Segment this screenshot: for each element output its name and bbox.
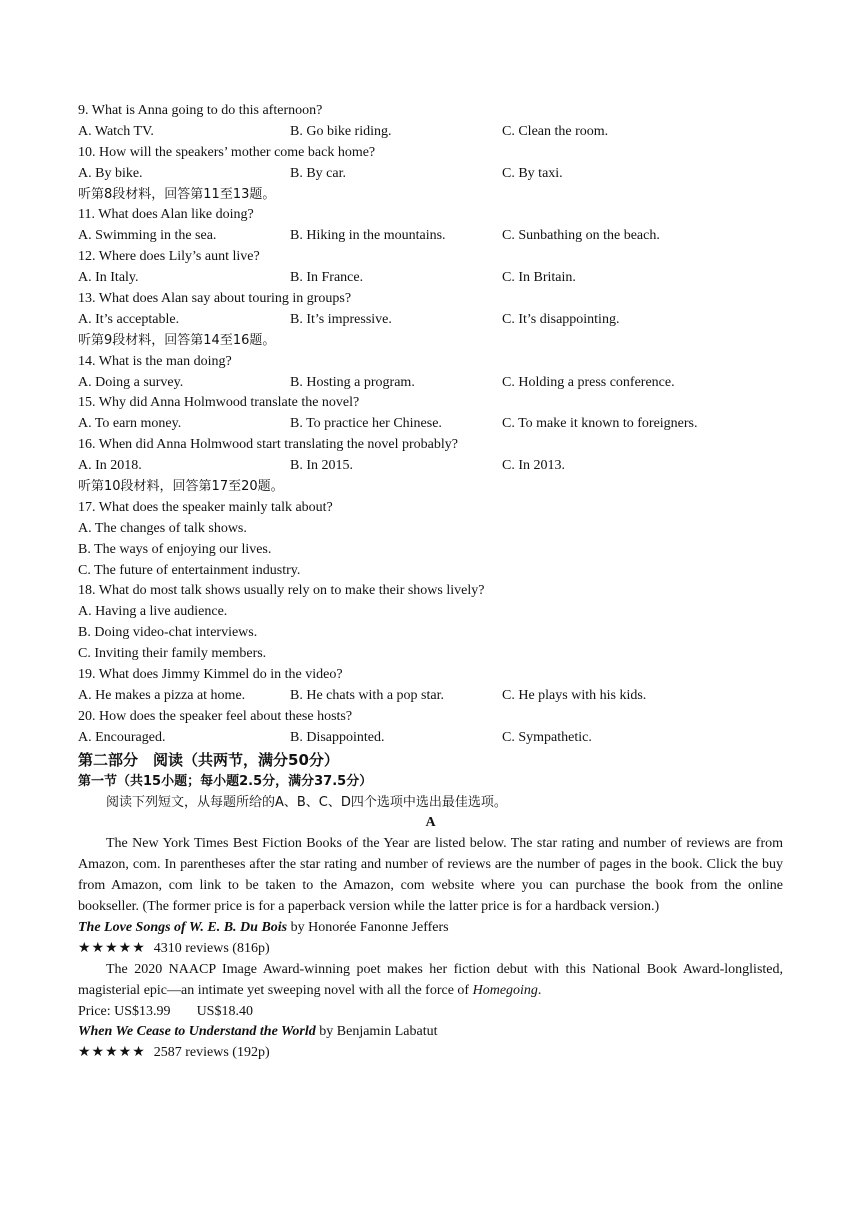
passage-intro: The New York Times Best Fiction Books of the Year are listed below. The star rating and number of reviews are from Amazon, com. In parentheses after the star rating and number of reviews are the number of pages in the book. Click the buy from Amazon, com link to be taken to the Amazon, com website where you can purchase the book from the online bookseller. (The former price is for a paperback version while the latter price is for a hardback version.) bbox=[78, 836, 783, 914]
instruction-section-10: 听第10段材料，回答第17至20题。 bbox=[78, 479, 284, 495]
option-a: A. Having a live audience. bbox=[78, 604, 228, 620]
option-c: C. To make it known to foreigners. bbox=[502, 416, 698, 432]
question-17: 17. What does the speaker mainly talk about? bbox=[78, 499, 333, 515]
option-b: B. Hosting a program. bbox=[290, 374, 415, 390]
question-14: 14. What is the man doing? bbox=[78, 353, 232, 369]
option-a: A. Doing a survey. bbox=[78, 374, 184, 390]
option-b: B. In France. bbox=[290, 270, 364, 286]
option-c: C. By taxi. bbox=[502, 165, 563, 181]
option-a: A. It’s acceptable. bbox=[78, 311, 180, 327]
option-a: A. By bike. bbox=[78, 165, 143, 181]
option-b: B. The ways of enjoying our lives. bbox=[78, 541, 272, 557]
options-19 bbox=[78, 686, 783, 707]
review-count: 4310 reviews (816p) bbox=[153, 940, 270, 956]
option-b: B. By car. bbox=[290, 165, 346, 181]
question-13: 13. What does Alan say about touring in groups? bbox=[78, 291, 352, 307]
instruction-section-9: 听第9段材料，回答第14至16题。 bbox=[78, 332, 276, 348]
book-reference: Homegoing bbox=[472, 982, 538, 998]
option-a: A. Encouraged. bbox=[78, 729, 166, 745]
passage-label: A bbox=[425, 815, 436, 831]
option-a: A. The changes of talk shows. bbox=[78, 520, 247, 536]
options-16 bbox=[78, 456, 783, 477]
book-title: When We Cease to Understand the World bbox=[78, 1024, 316, 1040]
option-a: A. In 2018. bbox=[78, 458, 142, 474]
question-19: 19. What does Jimmy Kimmel do in the video? bbox=[78, 667, 343, 683]
review-count: 2587 reviews (192p) bbox=[153, 1045, 270, 1061]
option-b: B. He chats with a pop star. bbox=[290, 687, 444, 703]
options-10 bbox=[78, 164, 783, 185]
option-a: A. Watch TV. bbox=[78, 123, 154, 139]
book-entry-title bbox=[78, 918, 783, 939]
options-13 bbox=[78, 310, 783, 331]
option-b: B. Hiking in the mountains. bbox=[290, 228, 446, 244]
options-20 bbox=[78, 728, 783, 749]
question-15: 15. Why did Anna Holmwood translate the novel? bbox=[78, 395, 360, 411]
option-b: B. In 2015. bbox=[290, 458, 353, 474]
option-c: C. In 2013. bbox=[502, 458, 565, 474]
option-c: C. Holding a press conference. bbox=[502, 374, 675, 390]
options-11 bbox=[78, 226, 783, 247]
book-rating bbox=[78, 939, 783, 960]
section-heading: 第一节（共15小题；每小题2.5分，满分37.5分） bbox=[78, 773, 373, 789]
part-heading: 第二部分 阅读（共两节，满分50分） bbox=[78, 750, 339, 769]
option-c: C. In Britain. bbox=[502, 270, 576, 286]
question-9: 9. What is Anna going to do this afternoon? bbox=[78, 103, 323, 118]
option-b: B. It’s impressive. bbox=[290, 311, 392, 327]
option-b: B. Disappointed. bbox=[290, 729, 385, 745]
reading-instruction: 阅读下列短文，从每题所给的A、B、C、D四个选项中选出最佳选项。 bbox=[106, 794, 507, 810]
option-c: C. It’s disappointing. bbox=[502, 311, 620, 327]
question-10: 10. How will the speakers’ mother come back home? bbox=[78, 144, 376, 160]
option-c: C. He plays with his kids. bbox=[502, 687, 647, 703]
question-11: 11. What does Alan like doing? bbox=[78, 207, 254, 223]
options-9 bbox=[78, 122, 783, 143]
instruction-section-8: 听第8段材料，回答第11至13题。 bbox=[78, 186, 276, 202]
option-c: C. Sympathetic. bbox=[502, 729, 592, 745]
option-a: A. To earn money. bbox=[78, 416, 182, 432]
option-c: C. Sunbathing on the beach. bbox=[502, 228, 660, 244]
options-14 bbox=[78, 373, 783, 394]
question-16: 16. When did Anna Holmwood start translating the novel probably? bbox=[78, 437, 459, 453]
option-c: C. Inviting their family members. bbox=[78, 646, 267, 662]
book-author: by Honorée Fanonne Jeffers bbox=[287, 919, 449, 935]
book-rating bbox=[78, 1043, 783, 1064]
price-paperback: Price: US$13.99 bbox=[78, 1003, 171, 1019]
option-b: B. Go bike riding. bbox=[290, 123, 392, 139]
star-rating-icon: ★★★★★ bbox=[78, 940, 146, 956]
book-entry-title bbox=[78, 1022, 783, 1043]
question-20: 20. How does the speaker feel about these hosts? bbox=[78, 708, 353, 724]
book-description: The 2020 NAACP Image Award-winning poet makes her fiction debut with this National Book Award-longlisted, magisterial epic—an intimate yet sweeping novel with all the force of Homegoing. bbox=[78, 961, 783, 998]
exam-page bbox=[78, 101, 783, 1064]
book-author: by Benjamin Labatut bbox=[315, 1024, 438, 1040]
book-price bbox=[78, 1002, 783, 1023]
option-c: C. The future of entertainment industry. bbox=[78, 562, 301, 578]
options-12 bbox=[78, 268, 783, 289]
option-c: C. Clean the room. bbox=[502, 123, 609, 139]
option-b: B. Doing video-chat interviews. bbox=[78, 625, 258, 641]
options-15 bbox=[78, 414, 783, 435]
question-18: 18. What do most talk shows usually rely on to make their shows lively? bbox=[78, 583, 485, 599]
option-a: A. He makes a pizza at home. bbox=[78, 687, 246, 703]
book-title: The Love Songs of W. E. B. Du Bois bbox=[78, 919, 288, 935]
star-rating-icon: ★★★★★ bbox=[78, 1045, 146, 1061]
question-12: 12. Where does Lily’s aunt live? bbox=[78, 249, 260, 265]
option-a: A. Swimming in the sea. bbox=[78, 228, 217, 244]
option-b: B. To practice her Chinese. bbox=[290, 416, 442, 432]
option-a: A. In Italy. bbox=[78, 270, 139, 286]
price-hardback: US$18.40 bbox=[196, 1003, 253, 1019]
